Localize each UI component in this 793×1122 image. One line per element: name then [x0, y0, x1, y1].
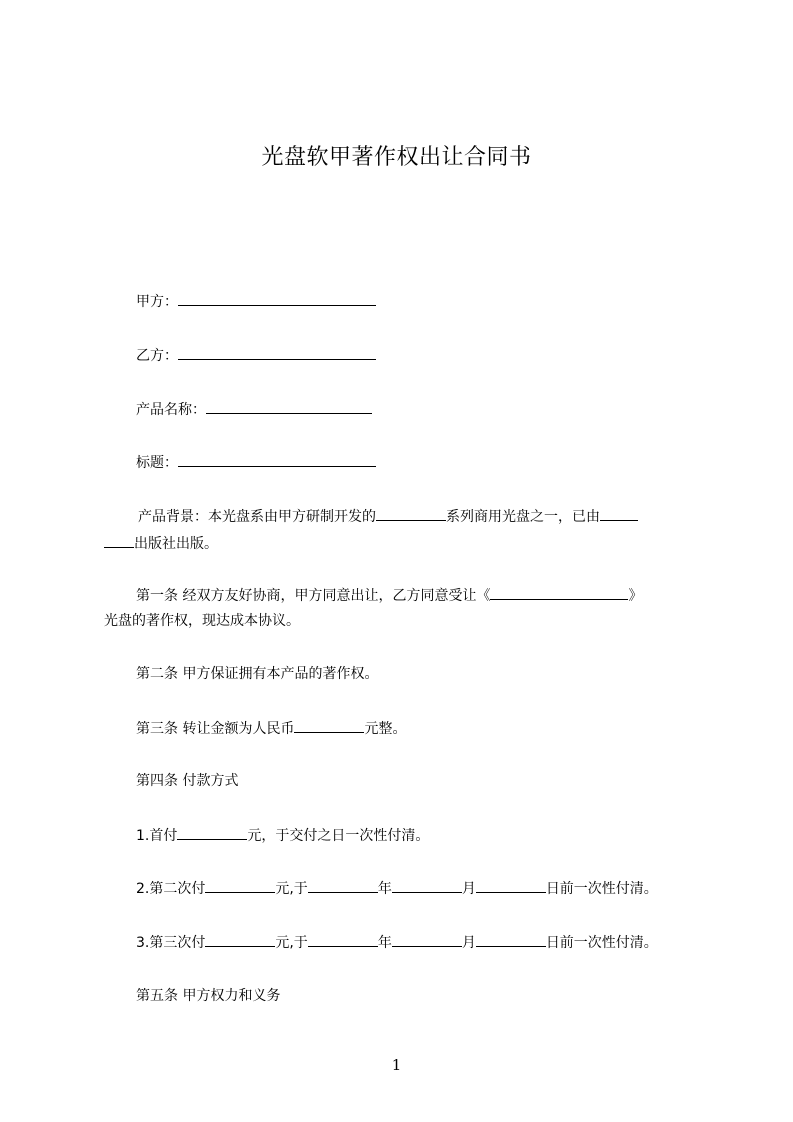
article1-text-1: 第一条 经双方友好协商，甲方同意出让，乙方同意受让《 [136, 588, 491, 604]
article3-line [136, 718, 406, 739]
payment-2-text-5: 日前一次性付清。 [545, 881, 658, 897]
payment-2-text-4: 月 [461, 881, 476, 897]
article3-text-1: 第三条 转让金额为人民币 [136, 721, 295, 737]
article5-line [136, 986, 280, 1006]
page-number: 1 [391, 1056, 402, 1074]
payment-2-text-3: 年 [377, 881, 392, 897]
product-name-label: 产品名称： [136, 402, 206, 418]
article4-line [136, 771, 238, 791]
payment-2-day-blank[interactable] [476, 878, 546, 893]
payment-1-text-1: 1.首付 [136, 828, 178, 844]
article4-text: 第四条 付款方式 [136, 773, 239, 789]
document-title: 光盘软甲著作权出让合同书 [261, 145, 532, 170]
party-b-line [136, 345, 376, 366]
payment-1-text-2: 元，于交付之日一次性付清。 [247, 828, 430, 844]
background-line-2 [104, 533, 218, 554]
payment-1-amount-blank[interactable] [177, 825, 247, 840]
payment-2-line [136, 878, 658, 899]
payment-3-month-blank[interactable] [392, 932, 462, 947]
product-title-blank[interactable] [490, 585, 628, 600]
article1-line-2 [104, 611, 300, 631]
payment-1-line [136, 825, 429, 846]
article1-line-1 [136, 585, 642, 606]
payment-2-month-blank[interactable] [392, 878, 462, 893]
payment-2-text-2: 元,于 [275, 881, 308, 897]
article1-text-3: 光盘的著作权，现达成本协议。 [104, 613, 300, 629]
heading-label: 标题： [136, 455, 178, 471]
payment-2-text-1: 2.第二次付 [136, 881, 206, 897]
payment-3-day-blank[interactable] [476, 932, 546, 947]
party-b-blank[interactable] [178, 345, 376, 360]
article1-text-2: 》 [628, 588, 643, 604]
series-blank[interactable] [376, 506, 446, 521]
payment-3-text-5: 日前一次性付清。 [545, 935, 658, 951]
amount-blank[interactable] [294, 718, 364, 733]
article2-line [136, 664, 378, 684]
article2-text: 第二条 甲方保证拥有本产品的著作权。 [136, 666, 379, 682]
publisher-blank-2[interactable] [104, 533, 134, 548]
payment-3-text-3: 年 [377, 935, 392, 951]
product-name-blank[interactable] [206, 399, 372, 414]
background-line-1 [138, 506, 638, 527]
background-text-1: 产品背景：本光盘系由甲方研制开发的 [138, 509, 376, 525]
payment-3-text-4: 月 [461, 935, 476, 951]
party-a-line [136, 291, 376, 312]
payment-3-text-2: 元,于 [275, 935, 308, 951]
article5-text: 第五条 甲方权力和义务 [136, 988, 281, 1004]
payment-3-year-blank[interactable] [308, 932, 378, 947]
payment-2-year-blank[interactable] [308, 878, 378, 893]
payment-2-amount-blank[interactable] [205, 878, 275, 893]
party-a-label: 甲方： [136, 294, 178, 310]
heading-blank[interactable] [178, 452, 376, 467]
payment-3-line [136, 932, 658, 953]
publisher-blank-1[interactable] [600, 506, 638, 521]
background-text-3: 出版社出版。 [134, 536, 218, 552]
background-text-2: 系列商用光盘之一，已由 [446, 509, 600, 525]
article3-text-2: 元整。 [364, 721, 407, 737]
payment-3-text-1: 3.第三次付 [136, 935, 206, 951]
payment-3-amount-blank[interactable] [205, 932, 275, 947]
party-b-label: 乙方： [136, 348, 178, 364]
product-name-line [136, 399, 372, 420]
party-a-blank[interactable] [178, 291, 376, 306]
heading-line [136, 452, 376, 473]
